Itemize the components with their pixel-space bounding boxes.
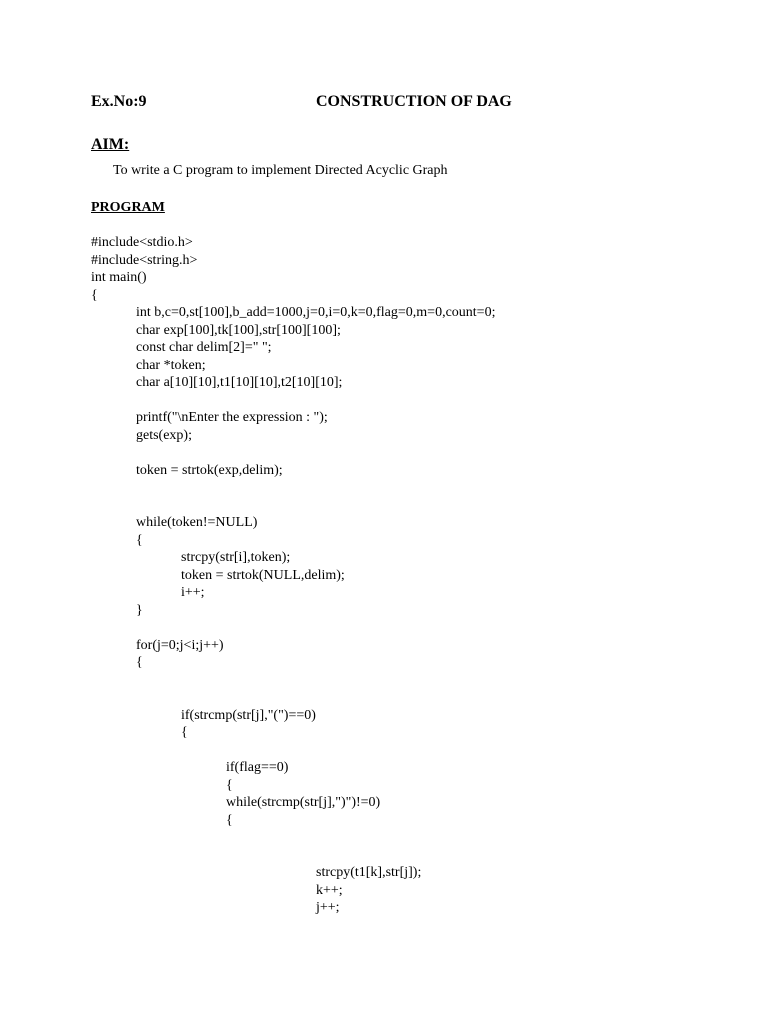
code-line: [91, 479, 731, 497]
code-line: token = strtok(exp,delim);: [136, 462, 283, 478]
code-line: [91, 444, 731, 462]
code-line: while(token!=NULL): [136, 515, 258, 530]
program-heading: PROGRAM: [91, 200, 165, 215]
code-line: int b,c=0,st[100],b_add=1000,j=0,i=0,k=0,flag=0,m=0,count=0;: [136, 305, 496, 320]
code-line: j++;: [316, 900, 340, 915]
code-line: [91, 847, 731, 865]
code-line: [91, 392, 731, 410]
aim-heading: AIM:: [91, 136, 130, 153]
code-line: {: [181, 725, 188, 740]
code-line: {: [136, 532, 143, 548]
code-line: k++;: [316, 882, 343, 898]
code-line: char a[10][10],t1[10][10],t2[10][10];: [136, 375, 343, 390]
code-line: #include<stdio.h>: [91, 235, 193, 250]
code-line: i++;: [181, 585, 205, 600]
exercise-number: Ex.No:9: [91, 93, 147, 110]
code-line: {: [91, 287, 98, 303]
title-row: [91, 93, 691, 115]
code-line: }: [136, 602, 143, 618]
code-line: token = strtok(NULL,delim);: [181, 567, 345, 583]
code-line: #include<string.h>: [91, 252, 198, 268]
code-line: char *token;: [136, 357, 206, 373]
code-block: [91, 234, 731, 917]
code-line: gets(exp);: [136, 427, 192, 443]
code-line: while(strcmp(str[j],")")!=0): [226, 795, 381, 810]
code-line: {: [226, 812, 233, 828]
code-line: [91, 829, 731, 847]
page-title: CONSTRUCTION OF DAG: [316, 93, 512, 110]
code-line: strcpy(t1[k],str[j]);: [316, 865, 422, 880]
aim-text: To write a C program to implement Directed Acyclic Graph: [113, 163, 448, 178]
code-line: char exp[100],tk[100],str[100][100];: [136, 322, 341, 338]
code-line: strcpy(str[i],token);: [181, 550, 291, 565]
code-line: [91, 672, 731, 690]
code-line: {: [226, 777, 233, 793]
code-line: const char delim[2]=" ";: [136, 340, 272, 355]
code-line: [91, 689, 731, 707]
code-line: for(j=0;j<i;j++): [136, 637, 224, 653]
code-line: if(flag==0): [226, 760, 289, 775]
code-line: [91, 619, 731, 637]
code-line: if(strcmp(str[j],"(")==0): [181, 707, 316, 723]
code-line: int main(): [91, 270, 147, 285]
code-line: [91, 742, 731, 760]
code-line: [91, 497, 731, 515]
code-line: printf("\nEnter the expression : ");: [136, 410, 328, 425]
code-line: {: [136, 655, 143, 670]
